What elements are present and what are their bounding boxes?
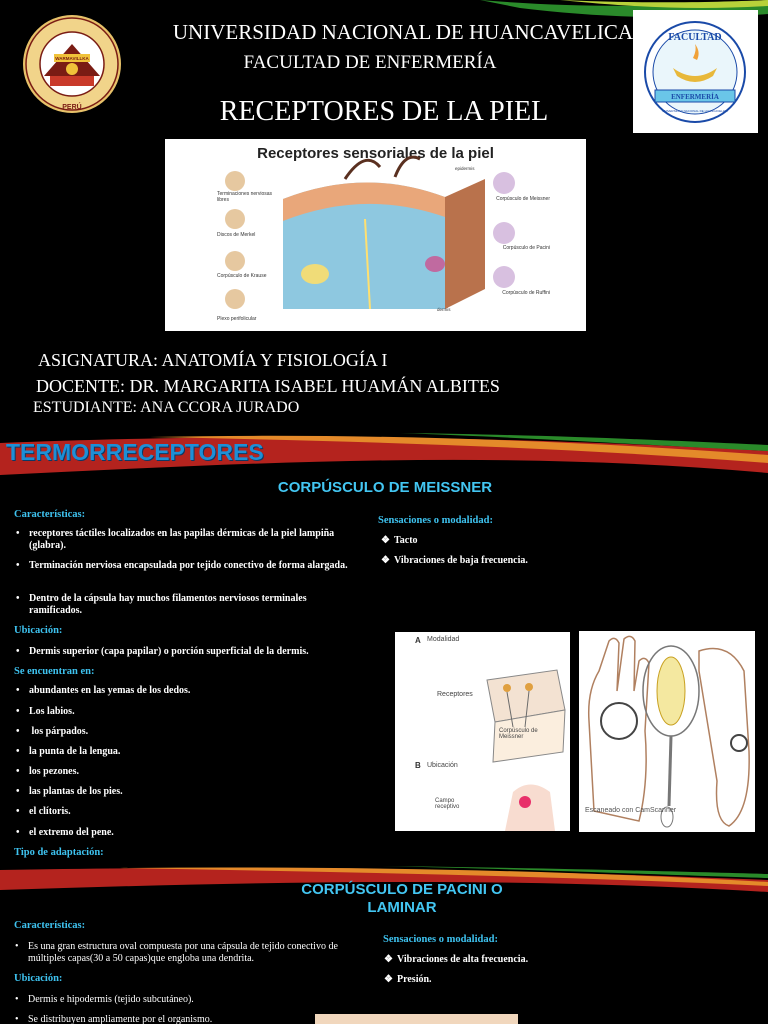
fig-label-3: Corpúsculo de Krause [217, 273, 267, 279]
fig-label-2: Discos de Merkel [217, 232, 256, 238]
list-item: • el extremo del pene. [16, 827, 114, 838]
scan-watermark: Escaneado con CamScanner [585, 807, 677, 814]
sensation-heading: Sensaciones o modalidad: [383, 934, 498, 945]
list-item: • Dentro de la cápsula hay muchos filamentos nerviosos terminales ramificados. [16, 593, 307, 616]
title-line-2: LAMINAR [367, 899, 437, 916]
teacher-line: DOCENTE: DR. MARGARITA ISABEL HUAMÁN ALBITES [36, 376, 500, 396]
fig-label-1: Terminaciones nerviosas libres [217, 191, 273, 203]
fig-label-4: Plexo perifolicular [217, 316, 257, 322]
page-title: RECEPTORES DE LA PIEL [219, 96, 549, 127]
list-item: • Dermis e hipodermis (tejido subcutáneo). [15, 994, 194, 1005]
list-item: ❖ Presión. [384, 974, 432, 985]
list-item: ❖ Tacto [381, 535, 418, 546]
fig-modality-label: Modalidad [427, 636, 460, 643]
section-title: TERMORRECEPTORES [6, 439, 264, 465]
fig-label-dermis: dermis [437, 307, 451, 312]
characteristics-heading: Características: [14, 509, 86, 520]
pacini-figure-partial [315, 1014, 518, 1024]
list-item: • Terminación nerviosa encapsulada por tejido conectivo de forma alargada. [16, 560, 348, 571]
list-item: • la punta de la lengua. [16, 746, 121, 757]
slide-title [262, 881, 542, 917]
fig-corpuscle-label: Corpúsculo de Meissner [499, 728, 538, 740]
sensation-heading: Sensaciones o modalidad: [378, 515, 493, 526]
logo-top-text: FACULTAD [668, 32, 722, 43]
location-heading: Ubicación: [14, 625, 63, 636]
student-line: ESTUDIANTE: ANA CCORA JURADO [33, 399, 300, 416]
logo-bottom-text: UNIVERSIDAD NACIONAL DE HUANCAVELICA [662, 109, 728, 113]
fig-field-label: Campo receptivo [435, 798, 460, 810]
list-item: ❖ Vibraciones de baja frecuencia. [381, 555, 528, 566]
found-heading: Se encuentran en: [14, 666, 95, 677]
list-item: • los párpados. [16, 726, 89, 737]
slide-title: CORPÚSCULO DE MEISSNER [277, 479, 493, 496]
characteristics-heading: Características: [14, 920, 86, 931]
list-item: • Se distribuyen ampliamente por el organismo. [15, 1014, 213, 1024]
figure-heading: Receptores sensoriales de la piel [257, 145, 494, 162]
fig-location-label: Ubicación [427, 762, 458, 769]
list-item: • los pezones. [16, 766, 79, 777]
faculty-name: FACULTAD DE ENFERMERÍA [243, 52, 497, 73]
logo-ribbon-text: ENFERMERÍA [671, 93, 719, 101]
fig-label-6: Corpúsculo de Pacini [502, 245, 550, 251]
fig-letter-b: B [415, 761, 421, 770]
slide-title [0, 0, 768, 432]
fig-label-epidermis: epidermis [455, 166, 475, 171]
subject-line: ASIGNATURA: ANATOMÍA Y FISIOLOGÍA I [38, 350, 388, 370]
list-item: • Es una gran estructura oval compuesta por una cápsula de tejido conectivo de múltiples capas(30 a 50 capas)que engloba una dendrita. [15, 941, 338, 964]
adaptation-heading: Tipo de adaptación: [14, 847, 104, 858]
seal-bottom-text: PERÚ [62, 104, 82, 111]
list-item: • Los labios. [16, 706, 75, 717]
faculty-logo [633, 10, 758, 133]
location-heading: Ubicación: [14, 973, 63, 984]
meissner-diagram [395, 632, 570, 831]
fig-label-7: Corpúsculo de Ruffini [502, 290, 550, 296]
slide-pacini [0, 866, 768, 1024]
list-item: ❖ Vibraciones de alta frecuencia. [384, 954, 529, 965]
hand-foot-sketch [579, 631, 755, 832]
seal-banner: WARMAVILLKA [55, 56, 89, 61]
list-item: • Dermis superior (capa papilar) o porción superficial de la dermis. [16, 646, 309, 657]
list-item: • las plantas de los pies. [16, 786, 123, 797]
fig-label-5: Corpúsculo de Meissner [496, 196, 550, 202]
slide-meissner [0, 433, 768, 865]
fig-receptors-label: Receptores [437, 691, 473, 698]
list-item: • receptores táctiles localizados en las papilas dérmicas de la piel lampiña (glabra). [16, 528, 335, 551]
list-item: • abundantes en las yemas de los dedos. [16, 685, 191, 696]
skin-receptors-figure [165, 139, 586, 331]
fig-letter-a: A [415, 636, 421, 645]
university-name: UNIVERSIDAD NACIONAL DE HUANCAVELICA [172, 20, 634, 44]
title-line-1: CORPÚSCULO DE PACINI O [301, 881, 503, 898]
list-item: • el clítoris. [16, 806, 71, 817]
